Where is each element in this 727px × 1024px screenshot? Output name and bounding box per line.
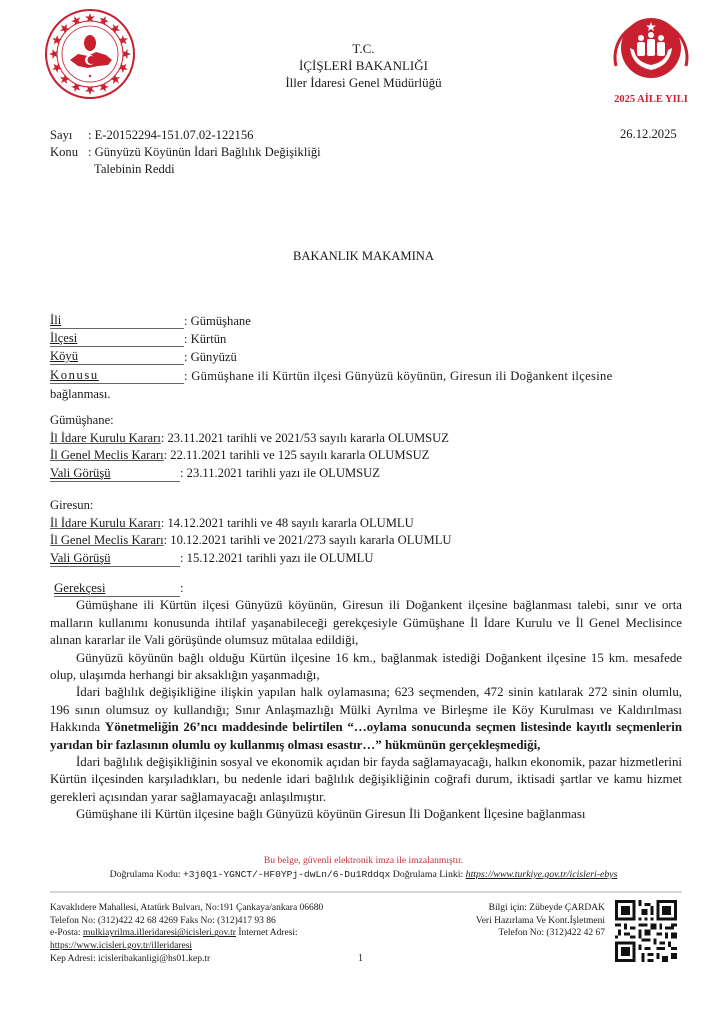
reason-label: Gerekçesi xyxy=(54,581,180,597)
addressee: BAKANLIK MAKAMINA xyxy=(293,249,434,263)
ilcesi-value: : Kürtün xyxy=(184,332,227,347)
header-tc: T.C. xyxy=(352,41,375,56)
gumushane-title: Gümüşhane: xyxy=(50,413,114,427)
reason-paragraph: Gümüşhane ili Kürtün ilçesine bağlı Günyüzü köyünün Giresun İli Doğankent İlçesine bağlanması xyxy=(76,807,586,822)
konu-value: : Günyüzü Köyünün İdari Bağlılık Değişikliği xyxy=(88,145,321,159)
koyu-value: : Günyüzü xyxy=(184,350,237,365)
gumushane-row: Vali Görüşü : 23.11.2021 tarihli yazı ile OLUMSUZ xyxy=(50,465,380,480)
footer-email-link[interactable]: mulkiayrilma.illeridaresi@icisleri.gov.tr xyxy=(82,928,236,939)
regulation-quote: Yönetmeliğin 26’ncı maddesinde belirtilen “…oylama sonucunda seçmen listesinde kayıtlı seçmenlerin yarıdan bir fazlasının olumlu oy kullanmış olması esastır…” hükmünün gerçekleşmediği, xyxy=(50,720,683,752)
verification-line: Doğrulama Kodu: +3j0Q1-YGNCT/-HF0YPj-dwLn/6-Du1Rddqx Doğrulama Linki: https://www.turkiye.gov.tr/icisleri-ebys xyxy=(109,869,618,880)
footer-phone: Telefon No: (312)422 42 68 4269 Faks No: (312)417 93 86 xyxy=(50,915,276,926)
giresun-row: İl İdare Kurulu Kararı: 14.12.2021 tarihli ve 48 sayılı kararla OLUMLU xyxy=(50,515,414,530)
reason-paragraph: Gümüşhane ili Kürtün ilçesi Günyüzü köyünün, Giresun ili Doğankent ilçesine bağlanması talebi, sınır ve orta malların kullanımı konusunda ihtilaf yaşanabileceği gerekçesiyle Gümüşhane İl İdare Kurulu ve İl Genel Meclisince alınan kararlar ile Vali görüşünde olumsuz mütalaa edildiği, xyxy=(50,598,682,648)
reason-paragraph: İdari bağlılık değişikliğine ilişkin yapılan halk oylamasına; 623 seçmenden, 472 sinin katılarak 272 sinin olumlu, 196 sının olumsuz oy kullandığı; Sınır Anlaşmazlığı Mülki Ayrılma ve Birleşme ile Köy Kurulması ve Kaldırılması Hakkında Yönetmeliğin 26’ncı maddesinde belirtilen “…oylama sonucunda seçmen listesinde kayıtlı seçmenlerin yarıdan bir fazlasının olumlu oy kullanmış olması esastır…” hükmünün gerçekleşmediği, xyxy=(50,685,683,752)
ili-label: İli xyxy=(50,313,184,329)
koyu-label: Köyü xyxy=(50,349,184,365)
header-ministry: İÇİŞLERİ BAKANLIĞI xyxy=(299,58,428,73)
footer-divider xyxy=(50,891,682,893)
konusu-label: Konusu xyxy=(50,368,184,384)
ilcesi-label: İlçesi xyxy=(50,331,184,347)
info-phone: Telefon No: (312)422 42 67 xyxy=(498,928,605,939)
konusu-cont: bağlanması. xyxy=(50,386,111,401)
verification-link[interactable]: https://www.turkiye.gov.tr/icisleri-ebys xyxy=(465,869,618,880)
gumushane-row: İl Genel Meclis Kararı: 22.11.2021 tarihli ve 125 sayılı kararla OLUMSUZ xyxy=(50,448,430,463)
reason-paragraph: Günyüzü köyünün bağlı olduğu Kürtün ilçesine 16 km., bağlanmak istediği Doğankent ilçesine 15 km. mesafede olup, ulaşımda herhangi bir aksaklığın yaşanmadığı, xyxy=(50,650,682,683)
gumushane-row: İl İdare Kurulu Kararı: 23.11.2021 tarihli ve 2021/53 sayılı kararla OLUMSUZ xyxy=(50,430,449,445)
konusu-value: : Gümüşhane ili Kürtün ilçesi Günyüzü köyünün, Giresun ili Doğankent ilçesine xyxy=(184,368,613,383)
konu-value-cont: Talebinin Reddi xyxy=(94,162,175,176)
giresun-row: Vali Görüşü : 15.12.2021 tarihli yazı ile OLUMLU xyxy=(50,550,374,565)
reason-paragraph: İdari bağlılık değişikliğinin sosyal ve ekonomik açıdan bir fayda sağlamayacağı, halkın ekonomik, pazar hizmetlerini Kürtün ilçesinden karşıladıkları, bu nedenle idari bağlılık değişikliğinin coğrafi durum, iktisadi şartlar ve kamu hizmet gerekleri açısından yarar sağlamayacağı anlaşılmıştır. xyxy=(50,755,682,804)
footer-info xyxy=(455,902,605,940)
ili-value: : Gümüşhane xyxy=(184,314,251,328)
gumushane-section xyxy=(50,412,690,482)
info-contact: Bilgi için: Zübeyde ÇARDAK xyxy=(488,903,605,913)
verification-code: +3j0Q1-YGNCT/-HF0YPj-dwLn/6-Du1Rddqx xyxy=(183,869,391,880)
footer-address: Kavaklıdere Mahallesi, Atatürk Bulvarı, No:191 Çankaya/ankara 06680 xyxy=(50,903,324,913)
giresun-row: İl Genel Meclis Kararı: 10.12.2021 tarihli ve 2021/273 sayılı kararla OLUMLU xyxy=(50,533,452,548)
document-date: 26.12.2025 xyxy=(620,127,677,141)
page-number: 1 xyxy=(358,953,363,964)
info-block xyxy=(50,312,680,403)
family-year-caption: 2025 AİLE YILI xyxy=(614,94,688,105)
footer-contact: Kavaklıdere Mahallesi, Atatürk Bulvarı, No:191 Çankaya/ankara 06680 Telefon No: (312)422 42 68 4269 Faks No: (312)417 93 86 e-Posta: mulkiayrilma.illeridaresi@icisleri.gov.tr İnternet Adresi: https://www.icisleri.gov.tr/illeridaresi Kep Adresi: icisleribakanligi@hs01.kep.tr xyxy=(50,903,324,964)
reason-section: Gerekçesi : Gümüşhane ili Kürtün ilçesi Günyüzü köyünün, Giresun ili Doğankent ilçesine bağlanması talebi, sınır ve orta malların kullanımı konusunda ihtilaf yaşanabileceği gerekçesiyle Gümüşhane İl İdare Kurulu ve İl Genel Meclisince alınan kararlar ile Vali görüşünde olumsuz mütalaa edildiği, Günyüzü köyünün bağlı olduğu Kürtün ilçesine 16 km., bağlanmak istediği Doğankent ilçesine 15 km. mesafede olup, ulaşımda herhangi bir aksaklığın yaşanmadığı, İdari bağlılık değişikliğine ilişkin yapılan halk oylamasına; 623 seçmenden, 472 sinin katılarak 272 sinin olumlu, 196 sının olumsuz oy kullandığı; Sınır Anlaşmazlığı Mülki Ayrılma ve Birleşme ile Köy Kurulması ve Kaldırılması Hakkında Yönetmeliğin 26’ncı maddesinde belirtilen “…oylama sonucunda seçmen listesinde kayıtlı seçmenlerin yarıdan bir fazlasının olumlu oy kullanmış olması esastır…” hükmünün gerçekleşmediği, İdari bağlılık değişikliğinin sosyal ve ekonomik açıdan bir fayda sağlamayacağı, halkın ekonomik, pazar hizmetlerini Kürtün ilçesinden karşıladıkları, bu nedenle idari bağlılık değişikliğinin coğrafi durum, iktisadi şartlar ve kamu hizmet gerekleri açısından yarar sağlamayacağı anlaşılmıştır. Gümüşhane ili Kürtün ilçesine bağlı Günyüzü köyünün Giresun İli Doğankent İlçesine bağlanması xyxy=(50,580,682,824)
qr-code-icon[interactable] xyxy=(615,900,677,962)
info-title: Veri Hazırlama Ve Kont.İşletmeni xyxy=(475,915,605,926)
e-signature-notice: Bu belge, güvenli elektronik imza ile imzalanmıştır. xyxy=(263,855,464,866)
document-meta xyxy=(50,127,321,178)
konu-label: Konu xyxy=(50,145,78,159)
header-directorate: İller İdaresi Genel Müdürlüğü xyxy=(285,75,442,90)
document-header xyxy=(0,40,727,91)
giresun-section xyxy=(50,497,690,567)
sayi-label: Sayı xyxy=(50,128,73,142)
footer-kep: Kep Adresi: icisleribakanligi@hs01.kep.tr xyxy=(50,953,211,964)
footer-web-link[interactable]: https://www.icisleri.gov.tr/illeridaresi xyxy=(50,941,193,952)
giresun-title: Giresun: xyxy=(50,498,94,512)
sayi-value: : E-20152294-151.07.02-122156 xyxy=(88,128,254,142)
